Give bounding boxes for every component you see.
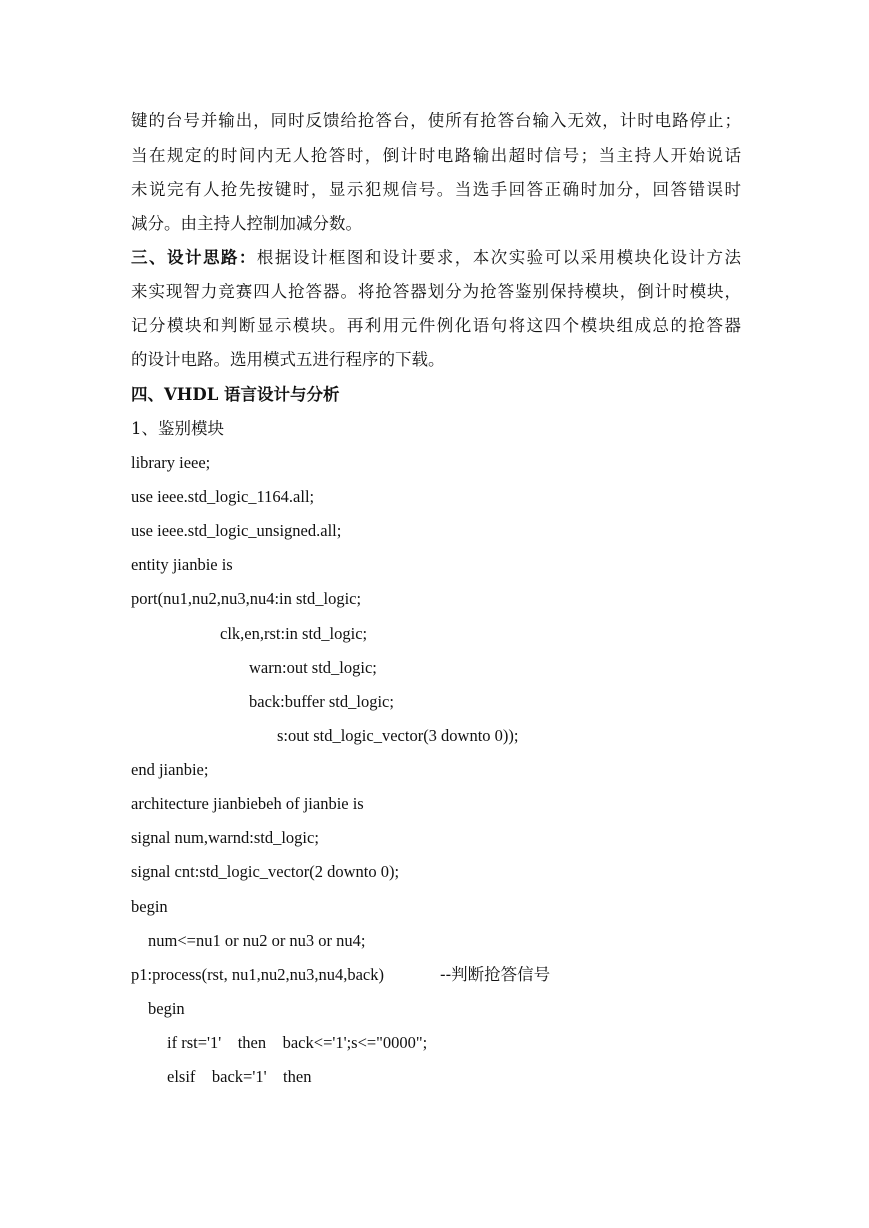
code-line-begin: begin [131, 897, 168, 916]
code-line-if-rst: if rst='1' then back<='1';s<="0000"; [167, 1033, 428, 1052]
code-line-architecture: architecture jianbiebeh of jianbie is [131, 794, 364, 813]
code-line-use-1164: use ieee.std_logic_1164.all; [131, 487, 315, 506]
code-line-use-unsigned: use ieee.std_logic_unsigned.all; [131, 521, 342, 540]
code-line-s: s:out std_logic_vector(3 downto 0)); [277, 726, 519, 745]
code-line-signal-num: signal num,warnd:std_logic; [131, 828, 319, 847]
code-line-elsif-back: elsif back='1' then [167, 1067, 312, 1086]
code-line-end-entity: end jianbie; [131, 760, 209, 779]
intro-line-4: 减分。由主持人控制加减分数。 [131, 214, 362, 233]
code-line-process-p1: p1:process(rst, nu1,nu2,nu3,nu4,back) [131, 965, 384, 984]
section3-line-3: 记分模块和判断显示模块。再利用元件例化语句将这四个模块组成总的抢答器 [131, 316, 741, 335]
code-line-signal-cnt: signal cnt:std_logic_vector(2 downto 0); [131, 862, 400, 881]
code-comment-p1: --判断抢答信号 [440, 965, 551, 984]
code-line-num-assign: num<=nu1 or nu2 or nu3 or nu4; [148, 931, 366, 950]
subsection1-title: 1、鉴别模块 [131, 419, 224, 438]
section3-line-1: 根据设计框图和设计要求，本次实验可以采用模块化设计方法 [256, 248, 742, 267]
section3-line-4: 的设计电路。选用模式五进行程序的下载。 [131, 350, 445, 369]
code-line-back: back:buffer std_logic; [249, 692, 394, 711]
intro-line-3: 未说完有人抢先按键时，显示犯规信号。当选手回答正确时加分，回答错误时 [131, 180, 741, 199]
code-line-library: library ieee; [131, 453, 211, 472]
code-line-process-begin: begin [148, 999, 185, 1018]
code-line-warn: warn:out std_logic; [249, 658, 377, 677]
section3-line-2: 来实现智力竞赛四人抢答器。将抢答器划分为抢答鉴别保持模块，倒计时模块， [131, 282, 741, 301]
section4-title: 四、VHDL 语言设计与分析 [131, 385, 340, 404]
code-line-clk: clk,en,rst:in std_logic; [220, 624, 368, 643]
code-line-entity: entity jianbie is [131, 555, 233, 574]
intro-line-1: 键的台号并输出，同时反馈给抢答台，使所有抢答台输入无效，计时电路停止； [131, 111, 741, 130]
section3-title: 三、设计思路： [131, 248, 257, 267]
code-line-port: port(nu1,nu2,nu3,nu4:in std_logic; [131, 589, 362, 608]
section3-first-line [131, 241, 741, 275]
intro-line-2: 当在规定的时间内无人抢答时，倒计时电路输出超时信号；当主持人开始说话 [131, 146, 741, 165]
